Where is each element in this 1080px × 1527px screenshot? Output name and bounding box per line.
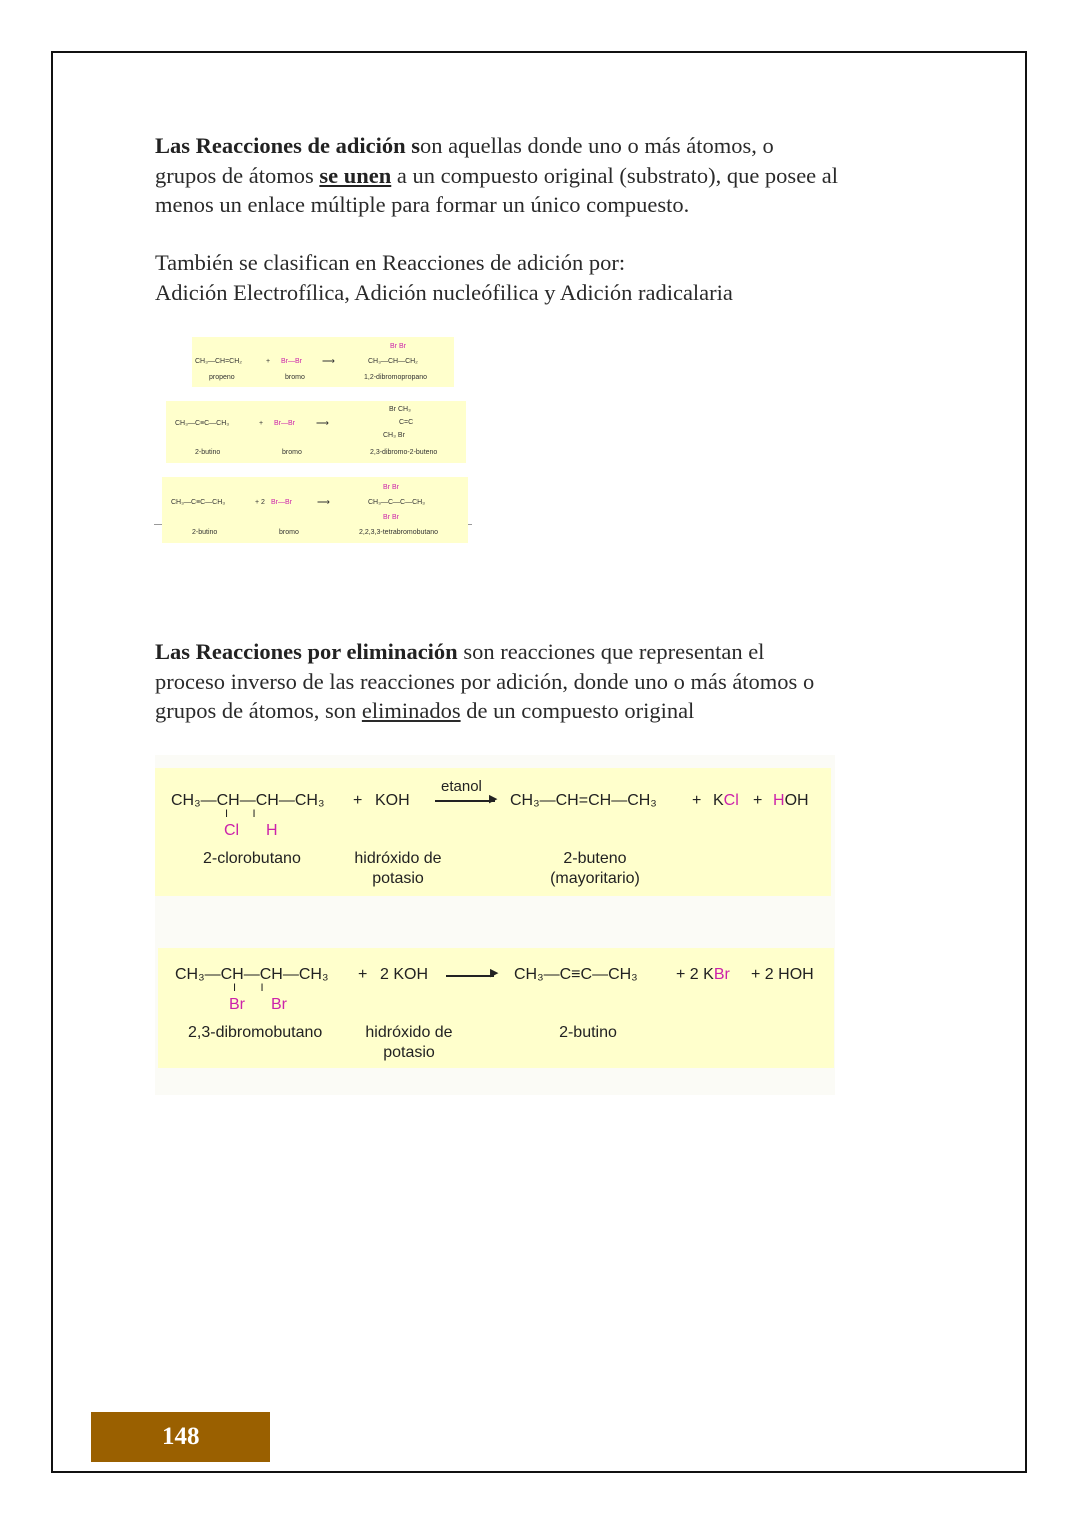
eliminados-emphasis: eliminados <box>361 698 461 723</box>
arrow-icon: ⟶ <box>317 497 330 507</box>
addition-reaction-1: CH₃—CH=CH₂ + Br—Br ⟶ Br Br CH₃—CH—CH₂ propeno bromo 1,2-dibromopropano <box>192 337 454 387</box>
arrow-icon: ⟶ <box>316 418 329 428</box>
elimination-reaction-1: CH₃—CH—CH—CH₃ I I Cl H + KOH etanol ▶ CH₃—CH=CH—CH₃ + KCl + HOH 2-clorobutano hidróxido de potasio 2-buteno (mayoritario) <box>155 768 831 896</box>
addition-heading: Las Reacciones de adición s <box>155 133 421 158</box>
arrow-icon: ⟶ <box>322 356 335 366</box>
reaction-arrow <box>435 800 495 802</box>
arrow-head-icon: ▶ <box>489 793 498 805</box>
classification-paragraph: También se clasifican en Reacciones de adición por: Adición Electrofílica, Adición nucleófilica y Adición radicalaria <box>155 250 733 305</box>
elimination-paragraph: Las Reacciones por eliminación son reacciones que representan el proceso inverso de las reacciones por adición, donde uno o más átomos o grupos de átomos, son eliminados de un compuesto original <box>155 639 815 723</box>
addition-reaction-3: CH₃—C≡C—CH₃ + 2 Br—Br ⟶ Br Br CH₃—C—C—CH₃ Br Br 2-butino bromo 2,2,3,3-tetrabromobutano <box>162 477 468 543</box>
reaction-arrow <box>446 975 494 977</box>
elimination-heading: Las Reacciones por eliminación <box>155 639 458 664</box>
addition-paragraph: Las Reacciones de adición son aquellas donde uno o más átomos, o grupos de átomos se unen a un compuesto original (substrato), que posee al menos un enlace múltiple para formar un único compuesto. <box>155 133 839 217</box>
page-number: 148 <box>91 1412 270 1462</box>
se-unen-emphasis: se unen <box>319 162 392 188</box>
addition-reaction-2: CH₃—C≡C—CH₃ + Br—Br ⟶ Br CH₃ C=C CH₃ Br 2-butino bromo 2,3-dibromo-2-buteno <box>166 401 466 463</box>
elimination-reaction-2: CH₃—CH—CH—CH₃ I I Br Br + 2 KOH ▶ CH₃—C≡C—CH₃ + 2 KBr + 2 HOH 2,3-dibromobutano hidróxido de potasio 2-butino <box>158 948 834 1068</box>
arrow-head-icon: ▶ <box>490 967 499 979</box>
